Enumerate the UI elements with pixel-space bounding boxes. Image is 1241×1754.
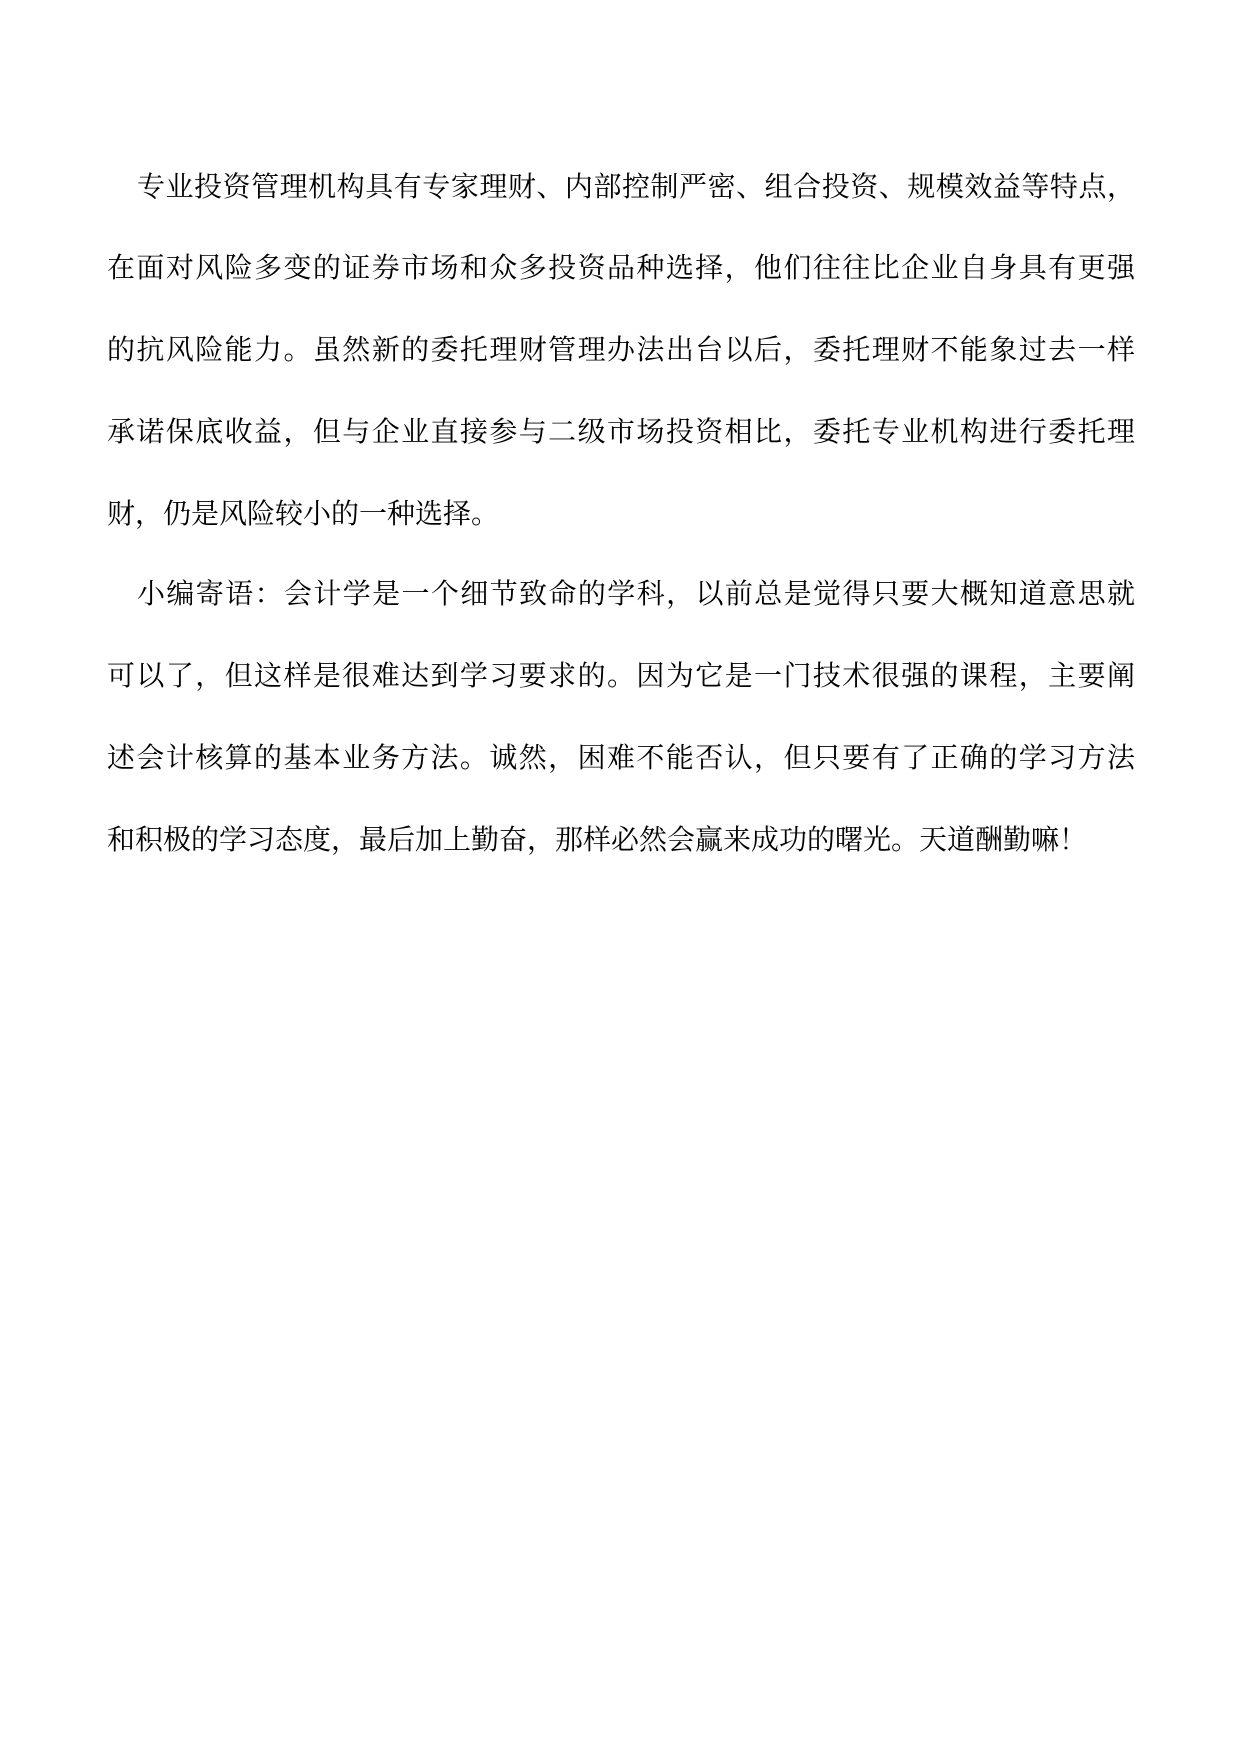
document-body	[107, 166, 1135, 901]
text-line: 可以了，但这样是很难达到学习要求的。因为它是一门技术很强的课程，主要阐	[107, 659, 1135, 692]
text-line: 承诺保底收益，但与企业直接参与二级市场投资相比，委托专业机构进行委托理	[107, 415, 1135, 448]
text-line: 的抗风险能力。虽然新的委托理财管理办法出台以后，委托理财不能象过去一样	[107, 333, 1135, 366]
text-line: 述会计核算的基本业务方法。诚然，困难不能否认，但只要有了正确的学习方法	[107, 741, 1135, 774]
text-line: 专业投资管理机构具有专家理财、内部控制严密、组合投资、规模效益等特点，	[137, 170, 1135, 203]
text-line: 和积极的学习态度，最后加上勤奋，那样必然会赢来成功的曙光。天道酬勤嘛！	[107, 823, 1088, 856]
text-line: 财，仍是风险较小的一种选择。	[107, 497, 500, 530]
text-line: 小编寄语：会计学是一个细节致命的学科，以前总是觉得只要大概知道意思就	[137, 577, 1135, 610]
paragraph-investment-institutions	[107, 166, 1135, 535]
paragraph-editor-note	[107, 573, 1135, 861]
text-line: 在面对风险多变的证券市场和众多投资品种选择，他们往往比企业自身具有更强	[107, 251, 1135, 284]
